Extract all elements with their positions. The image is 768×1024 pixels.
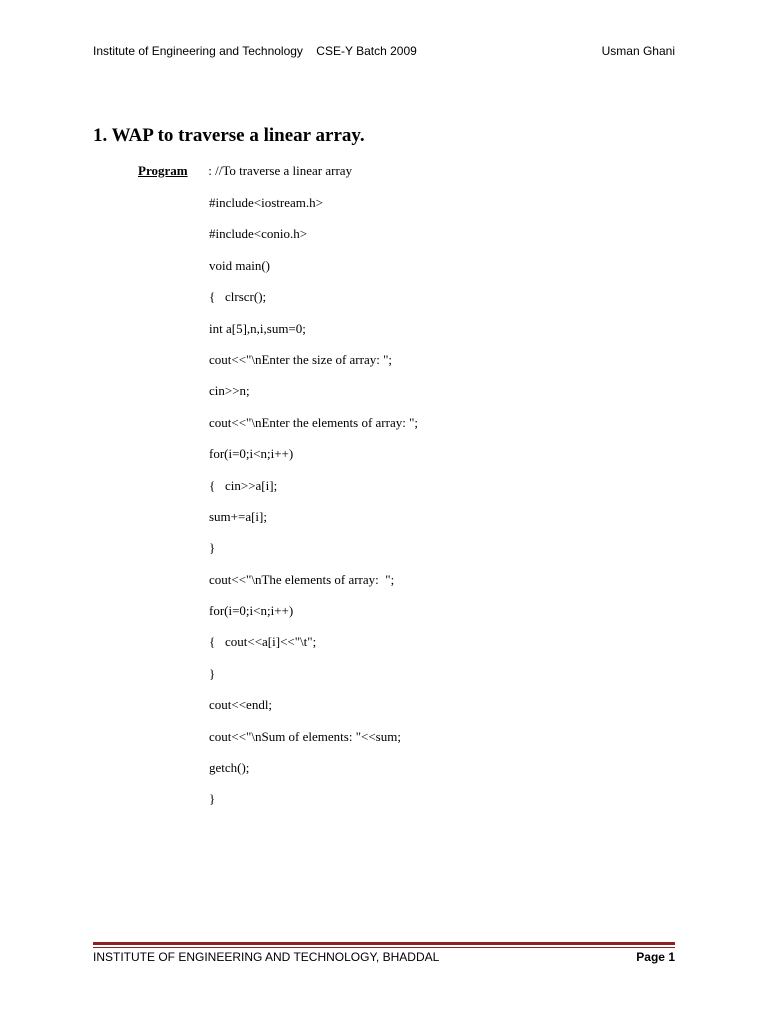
code-line: sum+=a[i];	[209, 508, 267, 524]
code-line: cout<<"\nEnter the elements of array: ";	[209, 414, 419, 430]
code-line: }	[209, 540, 216, 556]
code-line: cout<<"\nSum of elements: "<<sum;	[209, 728, 401, 744]
code-line: cout<<endl;	[209, 697, 273, 713]
footer-divider-thin	[93, 947, 675, 948]
code-line: for(i=0;i<n;i++)	[209, 603, 294, 619]
header-batch: CSE-Y Batch 2009	[316, 44, 417, 58]
footer-divider	[93, 942, 675, 945]
page-number: Page 1	[636, 950, 675, 964]
code-line: for(i=0;i<n;i++)	[209, 446, 294, 462]
code-listing	[209, 195, 418, 823]
code-line: getch();	[209, 760, 250, 776]
code-line: { clrscr();	[209, 289, 267, 305]
code-line: }	[209, 665, 216, 681]
code-line: void main()	[209, 257, 271, 273]
page-header-left	[93, 44, 417, 58]
program-label: Program	[138, 163, 188, 178]
program-comment: : //To traverse a linear array	[205, 163, 353, 178]
code-line: #include<iostream.h>	[209, 195, 323, 210]
code-line: cout<<"\nEnter the size of array: ";	[209, 351, 393, 367]
code-line: int a[5],n,i,sum=0;	[209, 320, 306, 336]
code-line: cin>>n;	[209, 383, 250, 399]
header-institute: Institute of Engineering and Technology	[93, 44, 303, 58]
code-line: { cout<<a[i]<<"\t";	[209, 634, 317, 650]
footer-institute: INSTITUTE OF ENGINEERING AND TECHNOLOGY, BHADDAL	[93, 950, 440, 964]
code-line: { cin>>a[i];	[209, 477, 278, 493]
code-line: }	[209, 791, 216, 807]
code-line: #include<conio.h>	[209, 226, 308, 242]
code-line: cout<<"\nThe elements of array: ";	[209, 571, 395, 587]
page-title: 1. WAP to traverse a linear array.	[93, 125, 365, 146]
header-author: Usman Ghani	[601, 44, 675, 58]
